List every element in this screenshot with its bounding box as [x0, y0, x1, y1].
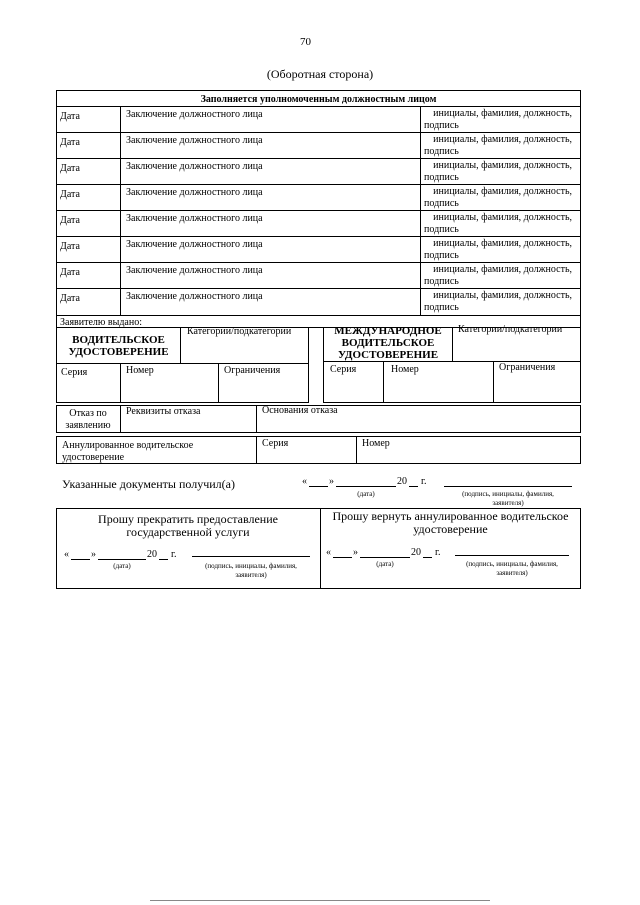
divider [120, 405, 121, 433]
row-conclusion-label: Заключение должностного лица [126, 187, 263, 198]
stop-day-line [71, 559, 90, 560]
row-date-label: Дата [60, 163, 80, 174]
international-series-label: Серия [330, 364, 357, 375]
divider [256, 436, 257, 464]
return-year-line [423, 557, 432, 558]
stop-request-line-1: Прошу прекратить предоставление [98, 512, 278, 526]
international-license-title-1: МЕЖДУНАРОДНОЕ [334, 325, 442, 337]
stop-year: 20 [147, 549, 157, 560]
return-month-line [360, 557, 410, 558]
return-sign-line [455, 555, 569, 556]
stop-quote-close: » [91, 549, 96, 560]
stop-sign-line [192, 556, 310, 557]
row-conclusion-label: Заключение должностного лица [126, 265, 263, 276]
row-sign-label-2: подпись [424, 146, 459, 157]
divider [493, 361, 494, 403]
row-sign-label-2: подпись [424, 250, 459, 261]
divider [256, 405, 257, 433]
received-month-line [336, 486, 396, 487]
received-sign-line [444, 486, 572, 487]
row-sign-label-2: подпись [424, 198, 459, 209]
return-quote-open: « [326, 547, 331, 558]
row-divider [56, 210, 581, 211]
received-quote-close: » [329, 476, 334, 487]
stop-year-suffix: г. [171, 549, 177, 560]
divider [383, 361, 384, 403]
international-license-title-2: ВОДИТЕЛЬСКОЕ [341, 337, 435, 349]
refusal-grounds-label: Основания отказа [262, 405, 338, 416]
row-divider [56, 132, 581, 133]
row-sign-label-1: инициалы, фамилия, должность, [433, 134, 572, 145]
national-number-label: Номер [126, 365, 154, 376]
received-year-suffix: г. [421, 476, 427, 487]
stop-month-line [98, 559, 146, 560]
row-date-label: Дата [60, 215, 80, 226]
page-number: 70 [300, 36, 311, 48]
row-sign-label-1: инициалы, фамилия, должность, [433, 238, 572, 249]
refusal-details-label: Реквизиты отказа [126, 406, 201, 417]
international-categories-label: Категории/подкатегории [458, 324, 563, 335]
national-series-label: Серия [61, 367, 88, 378]
received-date-caption: (дата) [357, 490, 375, 498]
stop-date-caption: (дата) [113, 562, 131, 570]
received-day-line [309, 486, 328, 487]
national-categories-label: Категории/подкатегории [187, 326, 292, 337]
row-date-label: Дата [60, 293, 80, 304]
annulled-number-label: Номер [362, 438, 390, 449]
national-license-title-2: УДОСТОВЕРЕНИЕ [68, 346, 169, 358]
issued-label: Заявителю выдано: [60, 317, 142, 328]
annulled-label-2: удостоверение [62, 452, 125, 463]
row-sign-label-1: инициалы, фамилия, должность, [433, 290, 572, 301]
row-conclusion-label: Заключение должностного лица [126, 291, 263, 302]
row-sign-label-2: подпись [424, 224, 459, 235]
row-sign-label-2: подпись [424, 120, 459, 131]
national-license-title-1: ВОДИТЕЛЬСКОЕ [72, 334, 165, 346]
row-date-label: Дата [60, 189, 80, 200]
row-conclusion-label: Заключение должностного лица [126, 135, 263, 146]
refusal-label-1: Отказ по [69, 408, 107, 419]
stop-request-line-2: государственной услуги [126, 525, 250, 539]
received-label: Указанные документы получил(а) [62, 477, 235, 491]
row-sign-label-1: инициалы, фамилия, должность, [433, 160, 572, 171]
row-date-label: Дата [60, 267, 80, 278]
row-sign-label-1: инициалы, фамилия, должность, [433, 186, 572, 197]
return-sign-caption-2: заявителя) [496, 569, 528, 577]
stop-quote-open: « [64, 549, 69, 560]
divider [120, 363, 121, 403]
row-divider [56, 262, 581, 263]
row-conclusion-label: Заключение должностного лица [126, 213, 263, 224]
received-quote-open: « [302, 476, 307, 487]
annulled-series-label: Серия [262, 438, 289, 449]
row-sign-label-2: подпись [424, 276, 459, 287]
return-day-line [333, 557, 352, 558]
divider [56, 315, 581, 316]
scan-edge [150, 900, 490, 901]
received-year-line [409, 486, 418, 487]
divider [356, 436, 357, 464]
return-request-line-2: удостоверение [413, 522, 488, 536]
row-conclusion-label: Заключение должностного лица [126, 239, 263, 250]
row-divider [56, 288, 581, 289]
side-caption: (Оборотная сторона) [266, 67, 374, 81]
international-restrictions-label: Ограничения [499, 362, 556, 373]
return-year-suffix: г. [435, 547, 441, 558]
stop-sign-caption-1: (подпись, инициалы, фамилия, [205, 562, 297, 570]
stop-year-line [159, 559, 168, 560]
refusal-label-2: заявлению [65, 420, 111, 431]
divider [56, 363, 309, 364]
row-date-label: Дата [60, 111, 80, 122]
row-divider [56, 158, 581, 159]
received-sign-caption-2: заявителя) [492, 499, 524, 507]
return-year: 20 [411, 547, 421, 558]
official-table-header: Заполняется уполномоченным должностным лицом [200, 94, 437, 105]
received-year: 20 [397, 476, 407, 487]
national-restrictions-label: Ограничения [224, 365, 281, 376]
row-sign-label-2: подпись [424, 302, 459, 313]
row-date-label: Дата [60, 241, 80, 252]
row-divider [56, 236, 581, 237]
row-date-label: Дата [60, 137, 80, 148]
divider [56, 106, 581, 107]
row-sign-label-1: инициалы, фамилия, должность, [433, 212, 572, 223]
annulled-label-1: Аннулированное водительское [62, 440, 194, 451]
divider [218, 363, 219, 403]
international-license-title-3: УДОСТОВЕРЕНИЕ [337, 349, 439, 361]
row-conclusion-label: Заключение должностного лица [126, 161, 263, 172]
return-quote-close: » [353, 547, 358, 558]
return-date-caption: (дата) [376, 560, 394, 568]
row-divider [56, 184, 581, 185]
row-sign-label-2: подпись [424, 172, 459, 183]
received-sign-caption-1: (подпись, инициалы, фамилия, [462, 490, 554, 498]
stop-sign-caption-2: заявителя) [235, 571, 267, 579]
row-conclusion-label: Заключение должностного лица [126, 109, 263, 120]
return-sign-caption-1: (подпись, инициалы, фамилия, [466, 560, 558, 568]
row-sign-label-1: инициалы, фамилия, должность, [433, 108, 572, 119]
international-number-label: Номер [391, 364, 419, 375]
return-request-line-1: Прошу вернуть аннулированное водительское [332, 509, 569, 523]
row-sign-label-1: инициалы, фамилия, должность, [433, 264, 572, 275]
